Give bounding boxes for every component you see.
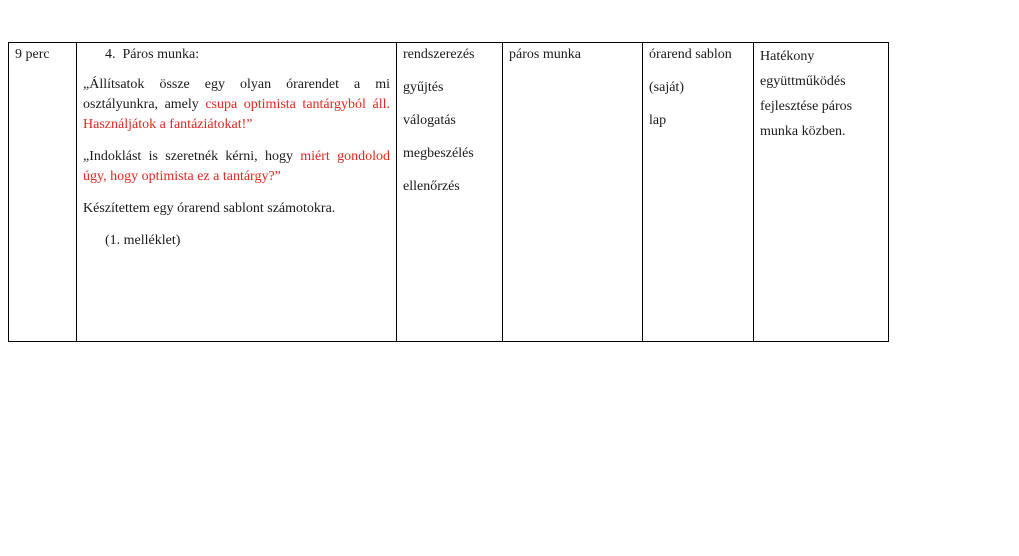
tool-item: órarend sablon xyxy=(649,47,732,62)
quote-1-highlight: csupa optimista tantárgyból áll. Használjátok a fantáziátokat!” xyxy=(83,97,390,132)
lesson-plan-table xyxy=(8,42,889,342)
method-item: rendszerezés xyxy=(403,47,475,62)
work-form-cell xyxy=(503,43,643,342)
time-value: 9 perc xyxy=(15,47,50,62)
instruction-quote-2 xyxy=(83,147,390,187)
quote-2-text: „Indoklást is szeretnék kérni, hogy xyxy=(83,149,301,164)
activity-heading xyxy=(83,45,390,65)
tools-list xyxy=(649,45,747,131)
methods-cell xyxy=(397,43,503,342)
goal-cell xyxy=(754,43,889,342)
instruction-quote-1 xyxy=(83,75,390,135)
method-item: megbeszélés xyxy=(403,146,474,161)
tool-item: lap xyxy=(649,113,667,128)
methods-list xyxy=(403,45,496,197)
tools-cell xyxy=(643,43,754,342)
activity-title: Páros munka: xyxy=(122,47,200,62)
activity-number: 4. xyxy=(105,47,116,62)
time-cell xyxy=(9,43,77,342)
quote-2-highlight: miért gondolod úgy, hogy optimista ez a tantárgy?” xyxy=(83,149,390,184)
goal-text xyxy=(760,44,882,144)
table-row xyxy=(9,43,889,342)
attachment-reference: (1. melléklet) xyxy=(105,233,181,248)
method-item: válogatás xyxy=(403,113,456,128)
work-form-value: páros munka xyxy=(509,47,581,62)
method-item: ellenőrzés xyxy=(403,179,460,194)
goal-line-1: Hatékony együttműködés fejlesztése páros xyxy=(760,49,853,114)
activity-cell xyxy=(77,43,397,342)
method-item: gyűjtés xyxy=(403,80,444,95)
goal-line-2: munka közben. xyxy=(760,124,846,139)
template-note: Készítettem egy órarend sablont számotokra. xyxy=(83,201,336,216)
quote-1-text: „Állítsatok össze egy olyan órarendet a mi osztályunkra, amely xyxy=(83,77,390,112)
tool-item: (saját) xyxy=(649,80,684,95)
